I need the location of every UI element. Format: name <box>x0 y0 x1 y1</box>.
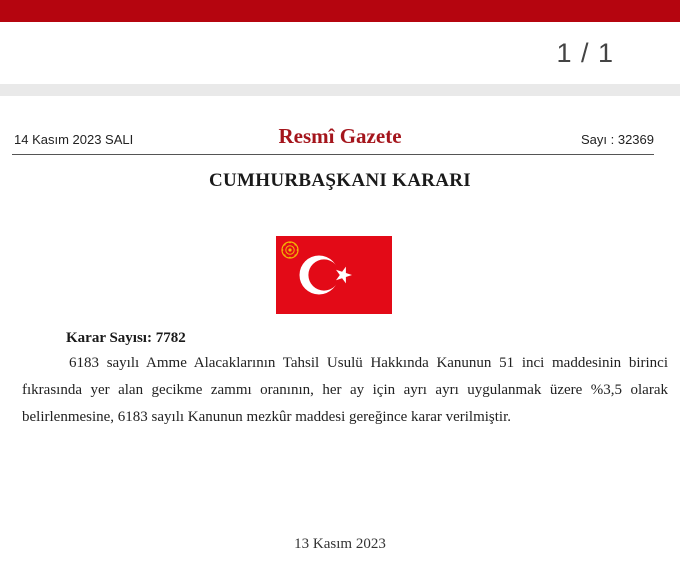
decree-heading: CUMHURBAŞKANI KARARI <box>209 170 471 191</box>
decree-body-text: 6183 sayılı Amme Alacaklarının Tahsil Usulü Hakkında Kanunun 51 inci maddesinin birinci fıkrasında yer alan gecikme zammı oranının, her ay için ayrı ayrı uygulanmak üzere %3,5 olarak belirlenmesine, 6183 sayılı Kanunun mezkûr maddesi gereğince karar verilmiştir. <box>22 355 668 425</box>
gazette-issue-number: Sayı : 32369 <box>581 132 654 147</box>
header-divider <box>12 154 654 155</box>
decree-number: Karar Sayısı: 7782 <box>66 330 186 346</box>
turkish-flag-icon <box>276 236 392 314</box>
page-separator <box>0 84 680 96</box>
page-counter: 1 / 1 <box>556 38 614 68</box>
decree-signing-date: 13 Kasım 2023 <box>294 536 386 552</box>
viewer-top-bar <box>0 0 680 22</box>
gazette-date: 14 Kasım 2023 SALI <box>14 132 134 147</box>
presidential-seal-icon <box>282 242 299 259</box>
gazette-title: Resmî Gazete <box>278 124 402 148</box>
